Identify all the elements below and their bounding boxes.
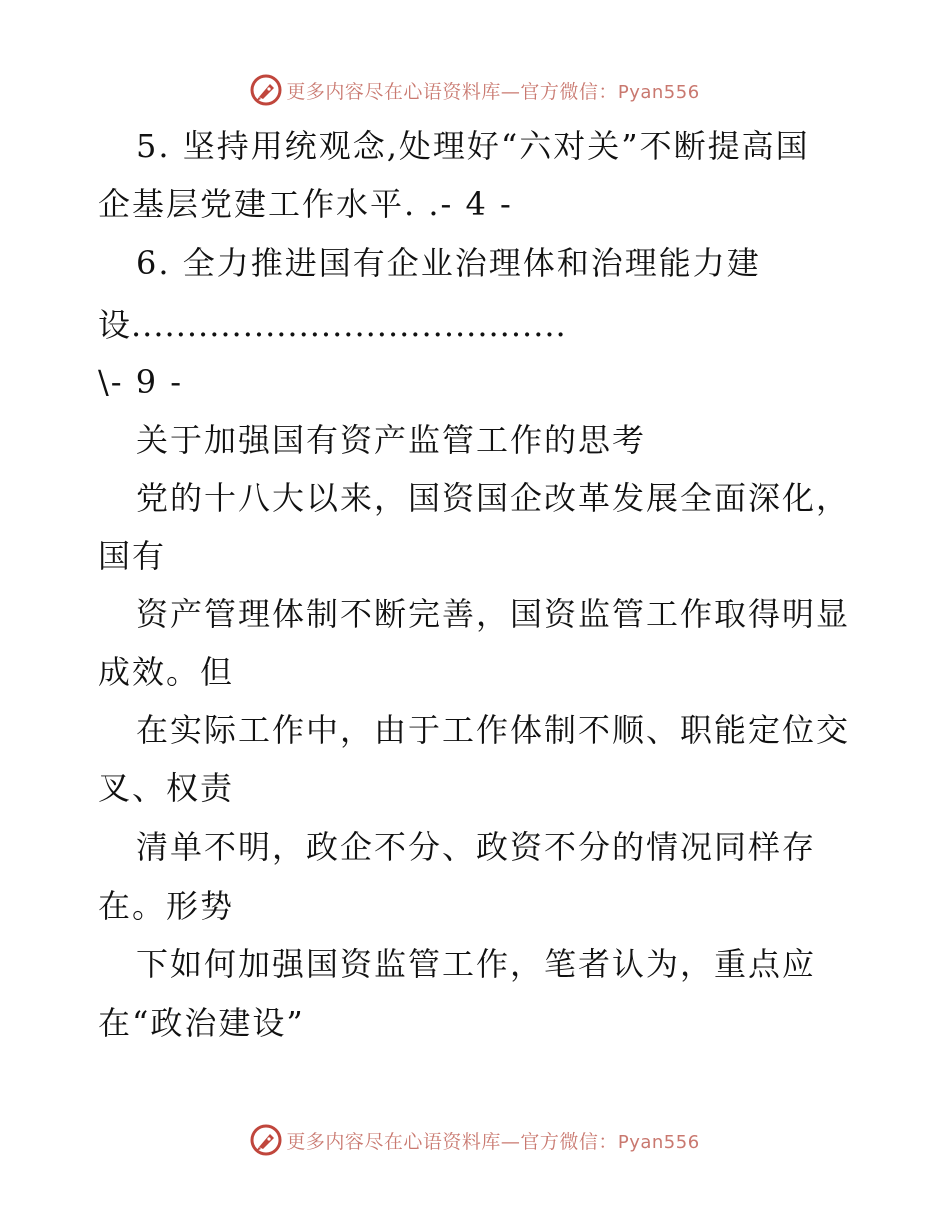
pen-nib-logo-icon xyxy=(250,1124,282,1156)
paragraph-line: 叉、权责 xyxy=(98,769,235,807)
toc-entry-5-continued: 企基层党建工作水平. .- 4 - xyxy=(98,185,513,223)
paragraph-line: 成效。但 xyxy=(98,653,235,691)
toc-entry-6-continued: 设....................................... xyxy=(98,306,567,344)
header-watermark-banner xyxy=(0,70,950,110)
paragraph-line: 在。形势 xyxy=(98,887,235,925)
footer-watermark-banner xyxy=(0,1120,950,1160)
paragraph-line: 在实际工作中，由于工作体制不顺、职能定位交 xyxy=(136,711,851,749)
toc-entry-6: 6. 全力推进国有企业治理体和治理能力建 xyxy=(136,244,761,282)
footer-watermark-text: 更多内容尽在心语资料库—官方微信：Pyan556 xyxy=(286,1130,700,1153)
pen-nib-logo-icon xyxy=(250,74,282,106)
header-watermark-text: 更多内容尽在心语资料库—官方微信：Pyan556 xyxy=(286,80,700,103)
paragraph-line: 清单不明，政企不分、政资不分的情况同样存 xyxy=(136,828,817,866)
paragraph-line: 国有 xyxy=(98,537,167,575)
section-title: 关于加强国有资产监管工作的思考 xyxy=(136,421,647,459)
paragraph-line: 党的十八大以来，国资国企改革发展全面深化， xyxy=(136,479,851,517)
paragraph-line: 在“政治建设” xyxy=(98,1004,305,1042)
paragraph-line: 资产管理体制不断完善，国资监管工作取得明显 xyxy=(136,595,851,633)
toc-entry-5: 5. 坚持用统观念,处理好“六对关”不断提高国 xyxy=(136,127,810,165)
toc-page-number: \- 9 - xyxy=(98,363,184,401)
paragraph-line: 下如何加强国资监管工作，笔者认为，重点应 xyxy=(136,945,817,983)
